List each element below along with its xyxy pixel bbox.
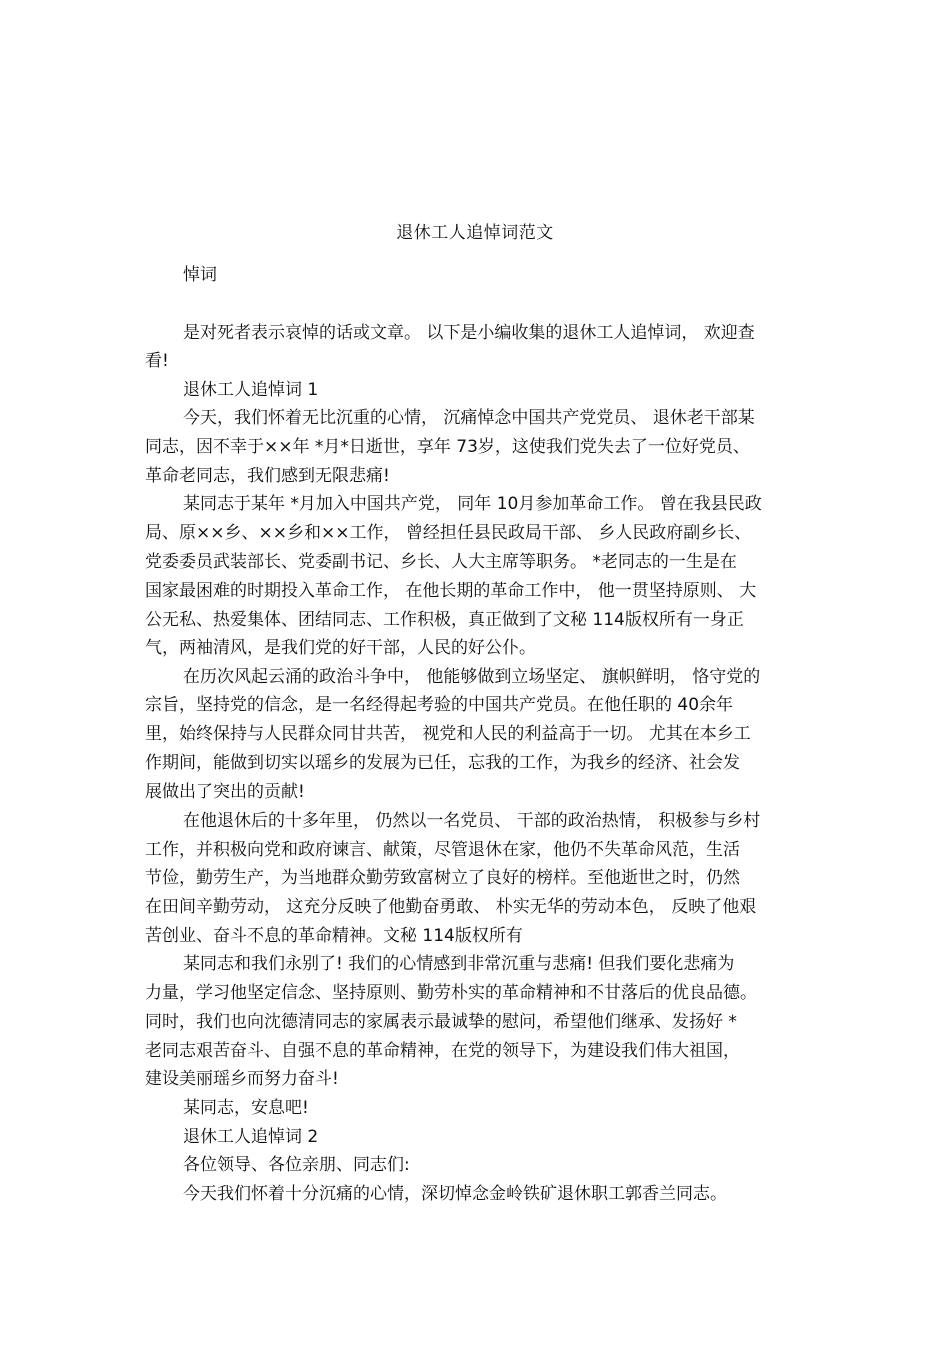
paragraph-line: 看!: [145, 351, 169, 371]
paragraph-line: 今天我们怀着十分沉痛的心情，深切悼念金岭铁矿退休职工郭香兰同志。: [183, 1184, 727, 1204]
section-heading: 退休工人追悼词 1: [183, 380, 319, 400]
paragraph-line: 气，两袖清风，是我们党的好干部，人民的好公仆。: [145, 638, 536, 658]
paragraph-line: 某同志，安息吧!: [183, 1098, 309, 1118]
paragraph-line: 作期间，能做到切实以瑶乡的发展为已任，忘我的工作，为我乡的经济、社会发: [145, 753, 740, 773]
paragraph-line: 革命老同志，我们感到无限悲痛!: [145, 466, 390, 486]
document-title: 退休工人追悼词范文: [396, 223, 554, 243]
paragraph-line: 里，始终保持与人民群众同甘共苦， 视党和人民的利益高于一切。 尤其在本乡工: [145, 724, 751, 744]
paragraph-line: 同时，我们也向沈德清同志的家属表示最诚挚的慰问，希望他们继承、发扬好 *: [145, 1012, 737, 1032]
paragraph-line: 各位领导、各位亲朋、同志们:: [183, 1155, 410, 1175]
paragraph-line: 苦创业、奋斗不息的革命精神。文秘 114版权所有: [145, 926, 523, 946]
paragraph-line: 悼词: [183, 265, 217, 285]
paragraph-line: 老同志艰苦奋斗、自强不息的革命精神，在党的领导下，为建设我们伟大祖国，: [145, 1041, 740, 1061]
paragraph-line: 在历次风起云涌的政治斗争中， 他能够做到立场坚定、 旗帜鲜明， 恪守党的: [183, 667, 761, 687]
paragraph-line: 党委委员武装部长、党委副书记、乡长、人大主席等职务。 *老同志的一生是在: [145, 552, 737, 572]
paragraph-line: 在田间辛勤劳动， 这充分反映了他勤奋勇敢、 朴实无华的劳动本色， 反映了他艰: [145, 897, 757, 917]
paragraph-line: 力量，学习他坚定信念、坚持原则、勤劳朴实的革命精神和不甘落后的优良品德。: [145, 983, 757, 1003]
paragraph-line: 公无私、热爱集体、团结同志、工作积极，真正做到了文秘 114版权所有一身正: [145, 610, 744, 630]
paragraph-line: 国家最困难的时期投入革命工作， 在他长期的革命工作中， 他一贯坚持原则、 大: [145, 581, 757, 601]
section-heading: 退休工人追悼词 2: [183, 1127, 319, 1147]
paragraph-line: 同志，因不幸于××年 *月*日逝世，享年 73岁，这使我们党失去了一位好党员、: [145, 437, 750, 457]
paragraph-line: 是对死者表示哀悼的话或文章。 以下是小编收集的退休工人追悼词， 欢迎查: [183, 323, 755, 343]
paragraph-line: 建设美丽瑶乡而努力奋斗!: [145, 1069, 339, 1089]
paragraph-line: 节俭，勤劳生产，为当地群众勤劳致富树立了良好的榜样。至他逝世之时，仍然: [145, 868, 740, 888]
paragraph-line: 展做出了突出的贡献!: [145, 782, 305, 802]
paragraph-line: 某同志于某年 *月加入中国共产党， 同年 10月参加革命工作。 曾在我县民政: [183, 494, 762, 514]
paragraph-line: 宗旨，坚持党的信念，是一名经得起考验的中国共产党员。在他任职的 40余年: [145, 695, 734, 715]
paragraph-line: 今天，我们怀着无比沉重的心情， 沉痛悼念中国共产党党员、 退休老干部某: [183, 408, 755, 428]
paragraph-line: 在他退休后的十多年里， 仍然以一名党员、 干部的政治热情， 积极参与乡村: [183, 811, 761, 831]
paragraph-line: 局、原××乡、××乡和××工作， 曾经担任县民政局干部、 乡人民政府副乡长、: [145, 523, 752, 543]
paragraph-line: 工作，并积极向党和政府谏言、献策，尽管退休在家，他仍不失革命风范，生活: [145, 840, 740, 860]
paragraph-line: 某同志和我们永别了! 我们的心情感到非常沉重与悲痛! 但我们要化悲痛为: [183, 954, 735, 974]
